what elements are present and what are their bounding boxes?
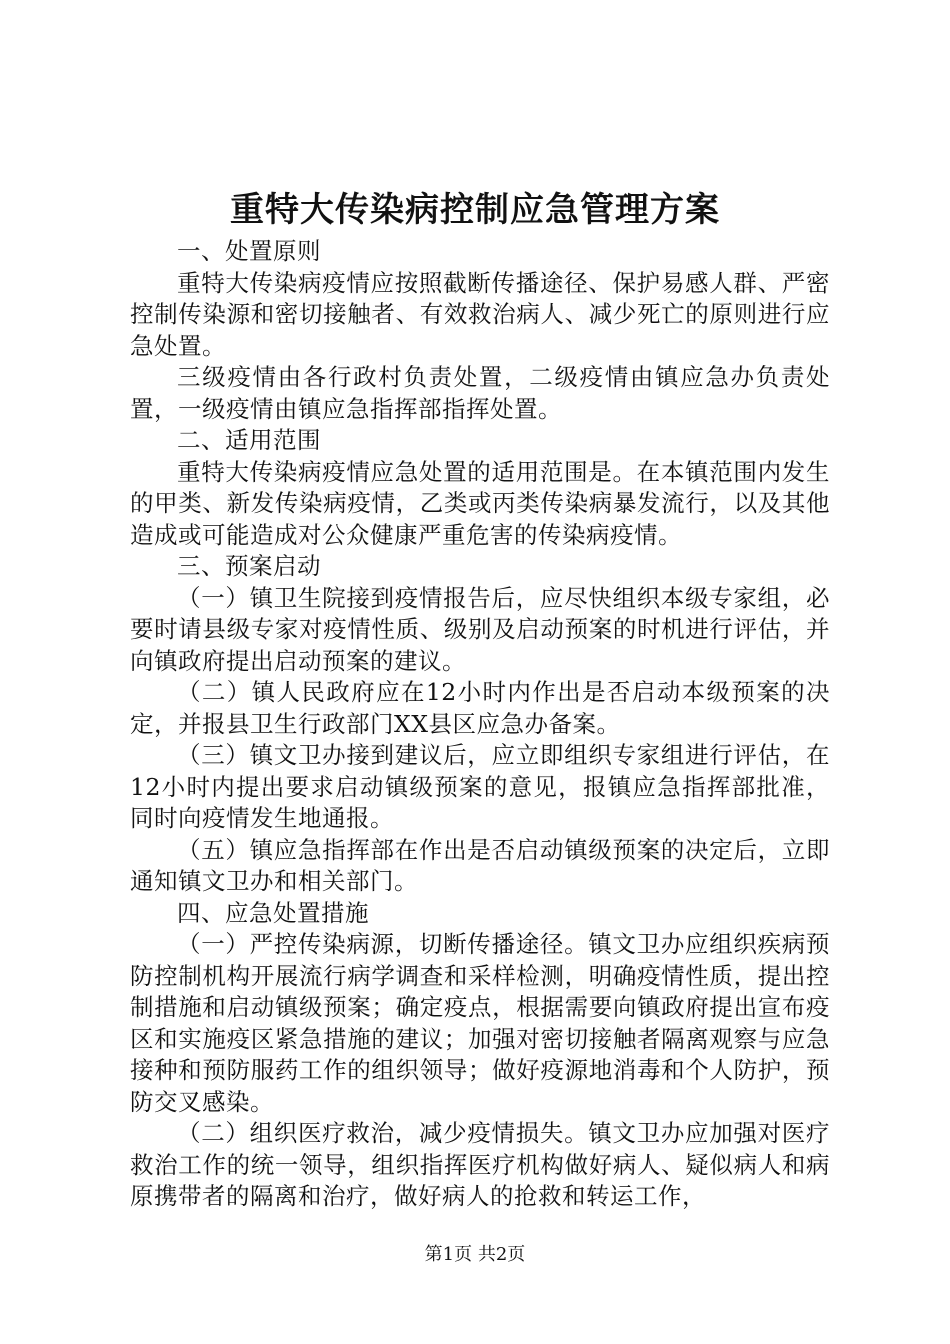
paragraph: 三级疫情由各行政村负责处置，二级疫情由镇应急办负责处置，一级疫情由镇应急指挥部指挥处置。 (130, 363, 830, 423)
paragraph: （二）镇人民政府应在12小时内作出是否启动本级预案的决定，并报县卫生行政部门XX县区应急办备案。 (130, 678, 830, 738)
paragraph: （五）镇应急指挥部在作出是否启动镇级预案的决定后，立即通知镇文卫办和相关部门。 (130, 835, 830, 895)
section-heading: 一、处置原则 (177, 237, 321, 265)
paragraph: （三）镇文卫办接到建议后，应立即组织专家组进行评估，在12小时内提出要求启动镇级预案的意见，报镇应急指挥部批准，同时向疫情发生地通报。 (130, 741, 830, 832)
paragraph: （二）组织医疗救治，减少疫情损失。镇文卫办应加强对医疗救治工作的统一领导，组织指挥医疗机构做好病人、疑似病人和病原携带者的隔离和治疗，做好病人的抢救和转运工作， (130, 1119, 830, 1210)
paragraph: 重特大传染病疫情应急处置的适用范围是。在本镇范围内发生的甲类、新发传染病疫情，乙类或丙类传染病暴发流行，以及其他造成或可能造成对公众健康严重危害的传染病疫情。 (130, 457, 830, 549)
section-heading: 三、预案启动 (177, 552, 321, 580)
section-heading: 四、应急处置措施 (177, 898, 369, 927)
paragraph: （一）镇卫生院接到疫情报告后，应尽快组织本级专家组，必要时请县级专家对疫情性质、级别及启动预案的时机进行评估，并向镇政府提出启动预案的建议。 (130, 583, 830, 675)
paragraph: 重特大传染病疫情应按照截断传播途径、保护易感人群、严密控制传染源和密切接触者、有效救治病人、减少死亡的原则进行应急处置。 (130, 268, 830, 360)
section-heading: 二、适用范围 (177, 426, 321, 454)
paragraph: （一）严控传染病源，切断传播途径。镇文卫办应组织疾病预防控制机构开展流行病学调查和采样检测，明确疫情性质，提出控制措施和启动镇级预案；确定疫点，根据需要向镇政府提出宣布疫区和实施疫区紧急措施的建议；加强对密切接触者隔离观察与应急接种和预防服药工作的组织领导；做好疫源地消毒和个人防护，预防交叉感染。 (130, 930, 830, 1116)
document-body (130, 236, 830, 1213)
document-title: 重特大传染病控制应急管理方案 (230, 190, 720, 230)
page-footer: 第1页 共2页 (424, 1244, 526, 1265)
